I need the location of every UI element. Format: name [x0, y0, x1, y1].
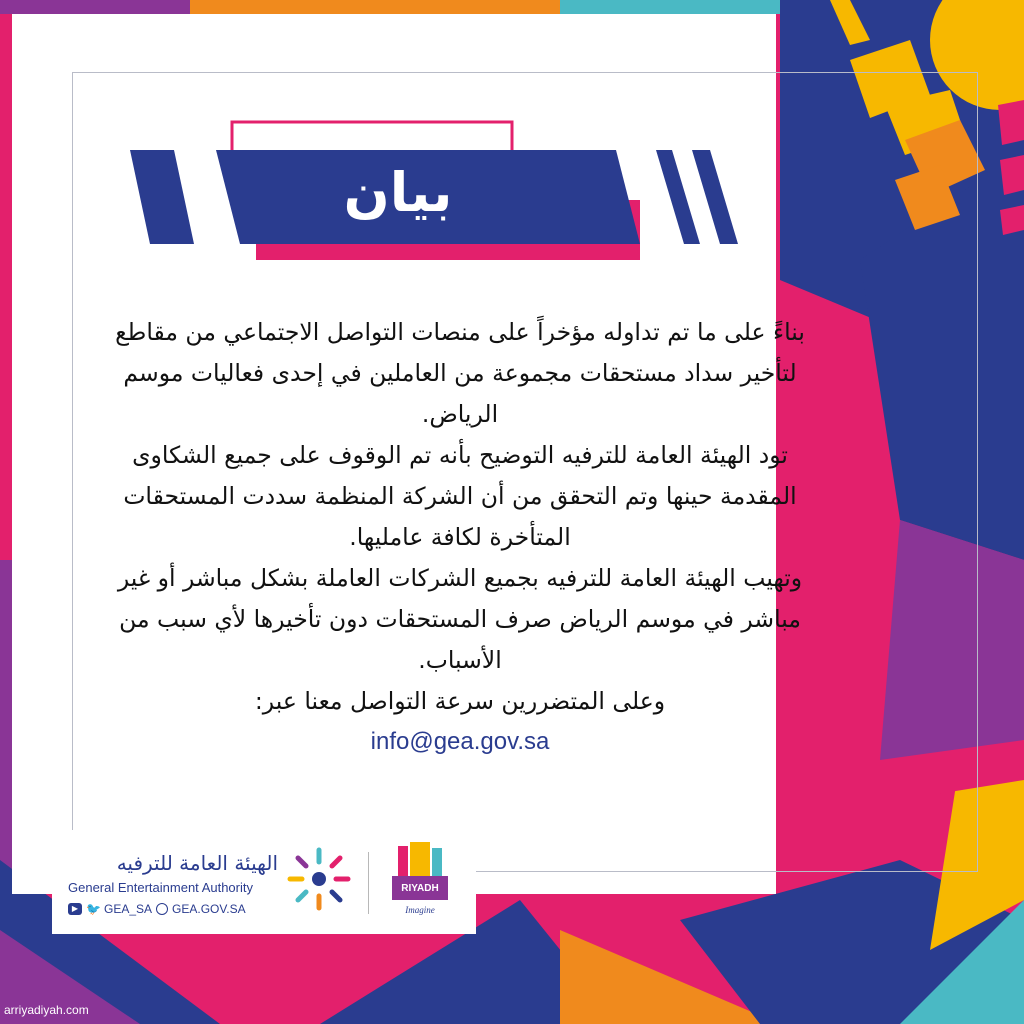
twitter-icon: 🐦: [86, 902, 101, 916]
paragraph-3: وتهيب الهيئة العامة للترفيه بجميع الشركات العاملة بشكل مباشر أو غير مباشر في موسم الرياض صرف المستحقات دون تأخيرها لأي سبب من الأسباب.: [117, 564, 803, 674]
banner-stripe-right-1: [656, 150, 700, 244]
gea-name-arabic: الهيئة العامة للترفيه: [116, 851, 278, 875]
paragraph-1: بناءً على ما تم تداوله مؤخراً على منصات التواصل الاجتماعي من مقاطع لتأخير سداد مستحقات مجموعة من العاملين في إحدى فعاليات موسم الرياض.: [115, 318, 805, 428]
globe-icon: [156, 903, 168, 915]
banner-stripe-left: [130, 150, 194, 244]
gea-website: GEA.GOV.SA: [172, 902, 246, 916]
source-watermark: arriyadiyah.com: [4, 1003, 89, 1017]
logo-divider: [368, 852, 369, 914]
statement-body: [95, 312, 825, 722]
gea-name-english: General Entertainment Authority: [68, 880, 253, 895]
paragraph-2: تود الهيئة العامة للترفيه التوضيح بأنه تم الوقوف على جميع الشكاوى المقدمة حينها وتم التحقق من أن الشركة المنظمة سددت المستحقات المتأخرة لكافة عامليها.: [123, 441, 797, 551]
banner-stripe-right-2: [692, 150, 738, 244]
contact-email-link[interactable]: info@gea.gov.sa: [370, 728, 550, 755]
riyadh-season-name: RIYADH: [401, 883, 439, 894]
page-title: بيان: [343, 161, 453, 224]
paragraph-4: وعلى المتضررين سرعة التواصل معنا عبر:: [254, 687, 666, 715]
riyadh-season-tagline: Imagine: [405, 905, 435, 915]
gea-handle: GEA_SA: [104, 902, 153, 916]
gea-emblem-icon: [284, 844, 354, 914]
youtube-icon: ▶: [68, 903, 82, 915]
